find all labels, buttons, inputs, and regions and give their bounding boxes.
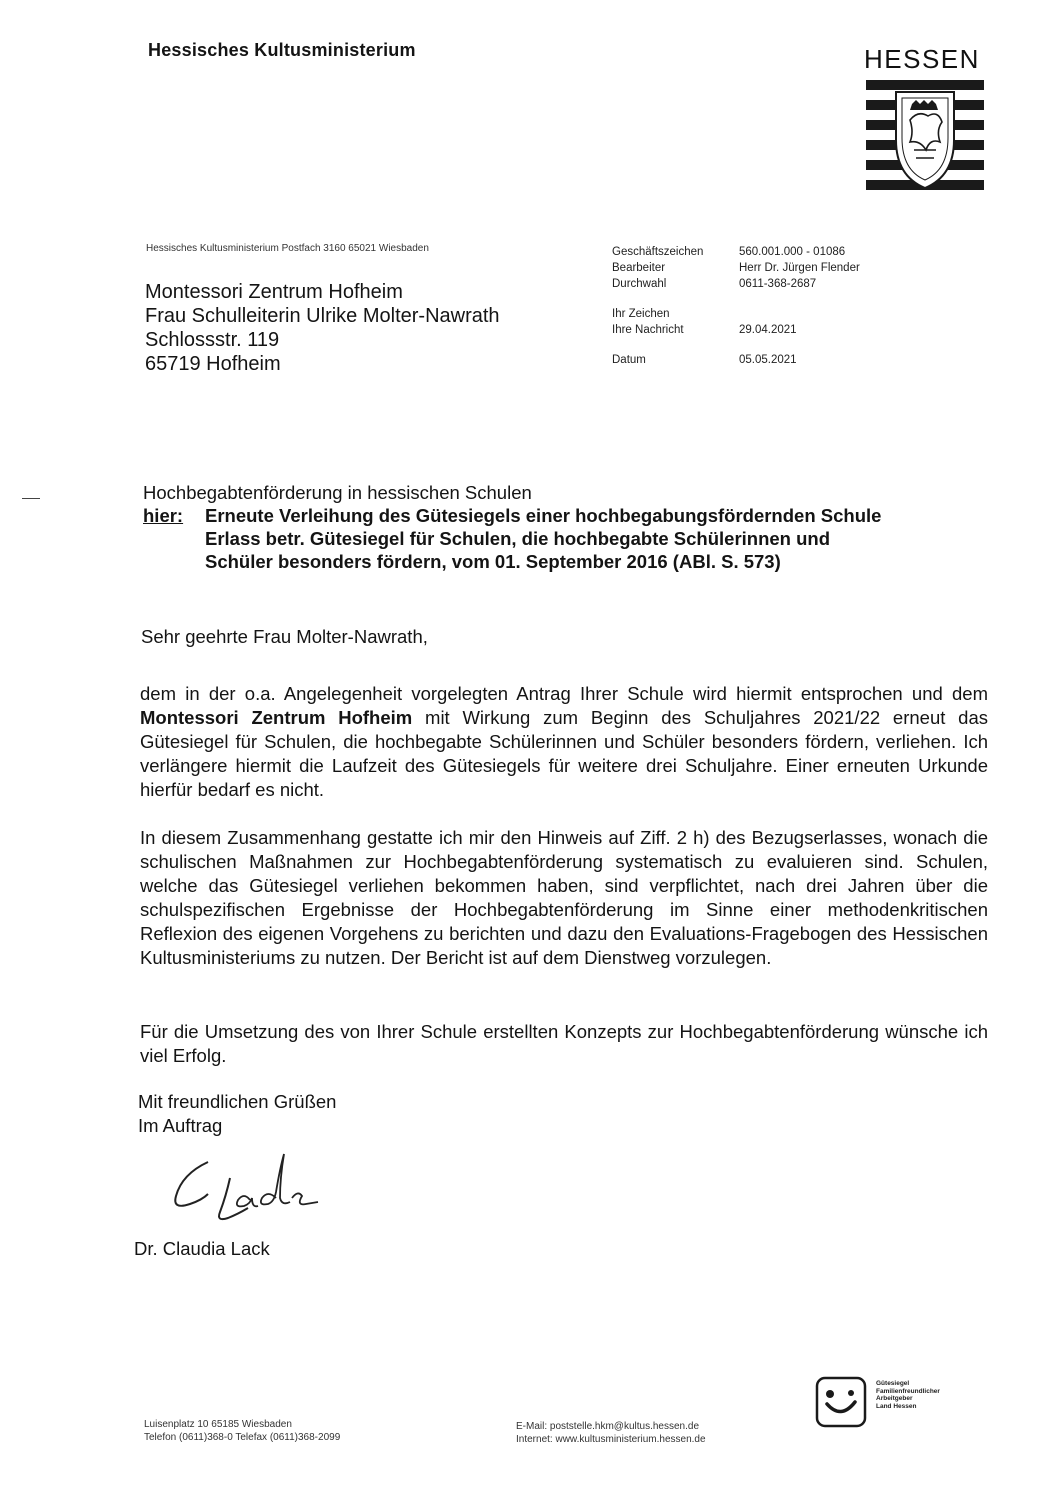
footer-contact: [516, 1420, 706, 1446]
ref-value-durchwahl: 0611-368-2687: [739, 278, 817, 290]
closing-greeting: Mit freundlichen Grüßen: [138, 1091, 337, 1112]
recipient-line: Schlossstr. 119: [145, 329, 280, 351]
ref-label: Bearbeiter: [612, 262, 666, 274]
return-address: Hessisches Kultusministerium Postfach 3160 65021 Wiesbaden: [146, 243, 429, 254]
subject-line: Schüler besonders fördern, vom 01. September 2016 (ABl. S. 573): [205, 551, 781, 572]
recipient-line: Frau Schulleiterin Ulrike Molter-Nawrath: [145, 305, 500, 327]
ref-value-ihre-nachricht: 29.04.2021: [739, 324, 797, 336]
subject-line: Erlass betr. Gütesiegel für Schulen, die hochbegabte Schülerinnen und: [205, 528, 831, 549]
hier-label: hier:: [143, 505, 184, 526]
ref-value-datum: 05.05.2021: [739, 354, 797, 366]
ministry-header: Hessisches Kultusministerium: [148, 40, 416, 60]
closing-block: [138, 1090, 336, 1138]
ref-label: Geschäftszeichen: [612, 246, 704, 258]
recipient-address: [145, 280, 500, 376]
paragraph-text: mit Wirkung zum Beginn des Schuljahres 2021/22 erneut das Gütesiegel für Schulen, die hochbegabte Schülerinnen und Schüler besonders fördern, verliehen. Ich verlängere hiermit die Laufzeit des Gütesiegels für weitere drei Schuljahre. Einer erneuten Urkunde hierfür bedarf es nicht.: [140, 707, 988, 800]
footer-address-line: Luisenplatz 10 65185 Wiesbaden: [144, 1419, 292, 1430]
footer-address: [144, 1418, 340, 1444]
ref-label: Ihr Zeichen: [612, 308, 670, 320]
subject-line: Erneute Verleihung des Gütesiegels einer hochbegabungsfördernden Schule: [205, 505, 882, 526]
body-paragraph-2: In diesem Zusammenhang gestatte ich mir den Hinweis auf Ziff. 2 h) des Bezugserlasses, wonach die schulischen Maßnahmen zur Hochbegabtenförderung systematisch zu evaluieren sind. Schulen, welche das Gütesiegel verliehen bekommen haben, sind verpflichtet, nach drei Jahren über die schulspezifischen Ergebnisse der Hochbegabtenförderung im Sinne einer methodenkritischen Reflexion des eigenen Vorgehens zu berichten und dazu den Evaluations-Fragebogen des Hessischen Kultusministeriums zu nutzen. Der Bericht ist auf dem Dienstweg vorzulegen.: [140, 827, 988, 968]
ref-value-aktenzeichen: 560.001.000 - 01086: [739, 246, 846, 258]
signer-name: Dr. Claudia Lack: [134, 1238, 270, 1259]
ref-label: Datum: [612, 354, 646, 366]
subject-lines: [205, 504, 1003, 573]
ref-label: Durchwahl: [612, 278, 667, 290]
footer-phone-line: Telefon (0611)368-0 Telefax (0611)368-2099: [144, 1432, 341, 1443]
footer-email: E-Mail: poststelle.hkm@kultus.hessen.de: [516, 1421, 700, 1432]
subject-title: Hochbegabtenförderung in hessischen Schulen: [143, 482, 532, 503]
fold-mark: [22, 498, 40, 499]
school-name-emphasis: Montessori Zentrum Hofheim: [140, 707, 413, 728]
paragraph-text: dem in der o.a. Angelegenheit vorgelegten Antrag Ihrer Schule wird hiermit entsprochen und dem: [140, 683, 988, 704]
family-friendly-employer-seal-icon: [815, 1376, 867, 1428]
subject-block: [143, 481, 1003, 573]
footer-internet: Internet: www.kultusministerium.hessen.de: [516, 1434, 706, 1445]
ref-label: Ihre Nachricht: [612, 324, 684, 336]
seal-caption-line: Gütesiegel: [876, 1380, 910, 1387]
body-paragraph-3: Für die Umsetzung des von Ihrer Schule erstellten Konzepts zur Hochbegabtenförderung wünsche ich viel Erfolg.: [140, 1021, 988, 1066]
seal-caption: [876, 1380, 968, 1410]
salutation: Sehr geehrte Frau Molter-Nawrath,: [141, 626, 428, 647]
hessen-logo-wordmark: HESSEN: [864, 44, 980, 74]
subject-detail: [143, 504, 1003, 573]
recipient-line: Montessori Zentrum Hofheim: [145, 281, 403, 303]
recipient-line: 65719 Hofheim: [145, 353, 281, 375]
seal-caption-line: Familienfreundlicher: [876, 1387, 940, 1395]
seal-caption-line: Arbeitgeber: [876, 1395, 913, 1402]
seal-caption-line: Land Hessen: [876, 1402, 917, 1410]
hessen-coat-of-arms-icon: [866, 80, 984, 192]
body-paragraph-1: [140, 682, 988, 802]
handwritten-signature: [168, 1148, 338, 1228]
closing-im-auftrag: Im Auftrag: [138, 1115, 223, 1136]
ref-value-bearbeiter: Herr Dr. Jürgen Flender: [739, 262, 860, 274]
